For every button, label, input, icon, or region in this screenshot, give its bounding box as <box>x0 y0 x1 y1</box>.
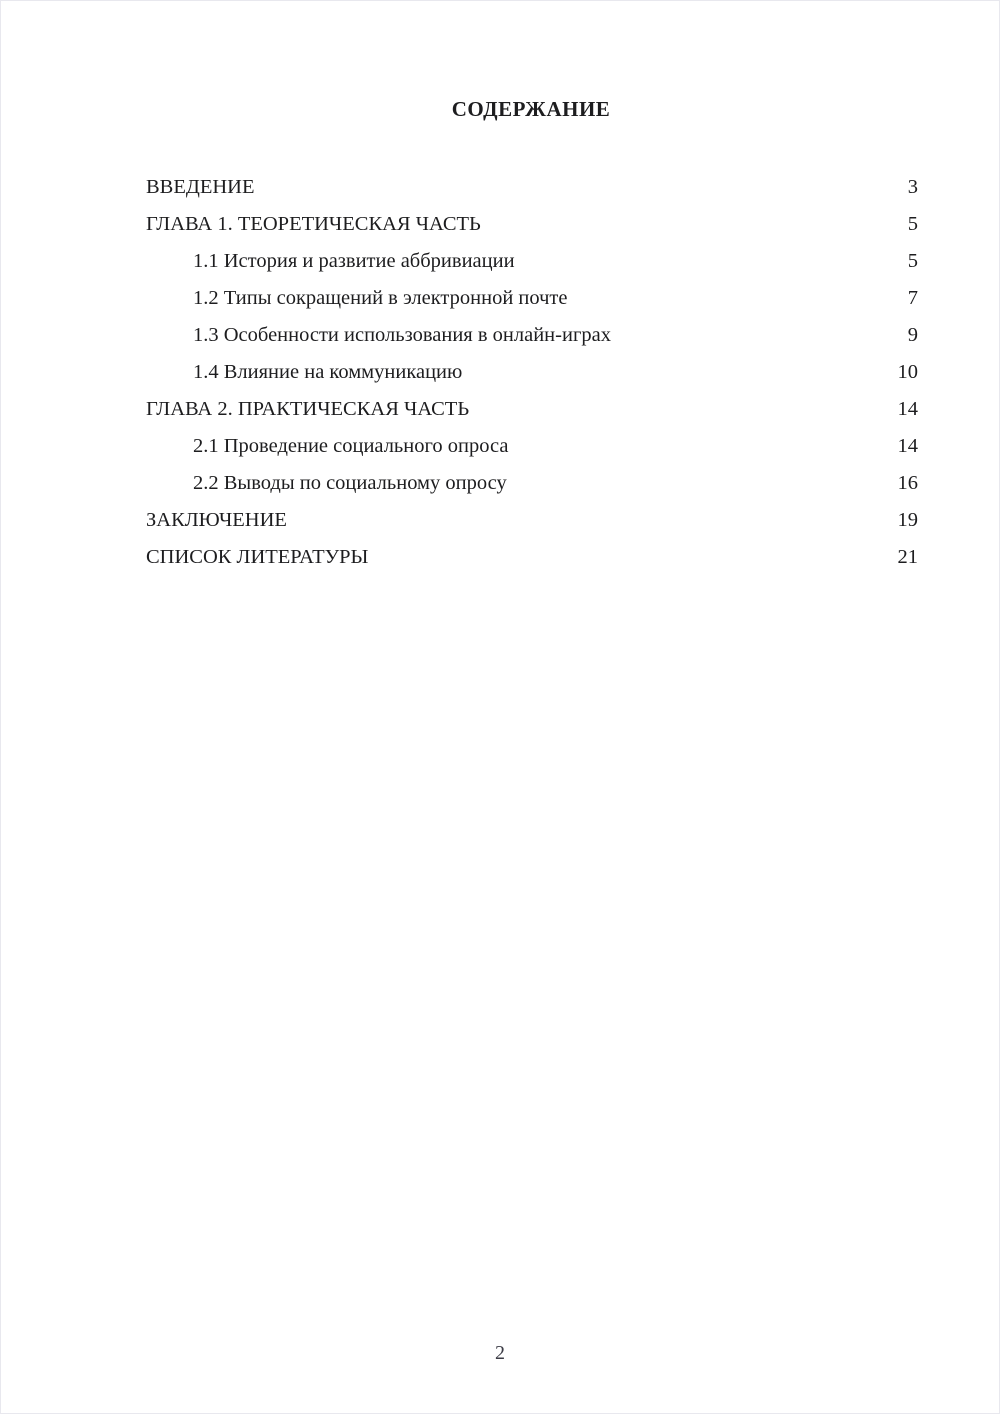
toc-entry-label: ЗАКЛЮЧЕНИЕ <box>146 509 287 531</box>
toc-entry-page: 21 <box>897 546 918 568</box>
page-number: 2 <box>495 1342 505 1364</box>
toc-entry-label: 2.1 Проведение социального опроса <box>193 435 509 457</box>
toc-entry-page: 9 <box>907 324 918 346</box>
toc-entry-page: 5 <box>907 213 918 235</box>
toc-entry-label: ВВЕДЕНИЕ <box>146 176 255 198</box>
toc-entry <box>146 206 918 243</box>
toc-entry <box>146 428 918 465</box>
page-title: СОДЕРЖАНИЕ <box>451 97 611 121</box>
toc-entry-page: 7 <box>907 287 918 309</box>
toc-entry <box>146 391 918 428</box>
toc-entry-label: 2.2 Выводы по социальному опросу <box>193 472 507 494</box>
toc-entry-page: 5 <box>907 250 918 272</box>
toc-entry-page: 10 <box>897 361 918 383</box>
toc-entry <box>146 243 918 280</box>
toc-entry-label: ГЛАВА 1. ТЕОРЕТИЧЕСКАЯ ЧАСТЬ <box>146 213 481 235</box>
table-of-contents <box>146 169 918 576</box>
toc-entry-page: 19 <box>897 509 918 531</box>
toc-entry-page: 14 <box>897 435 918 457</box>
toc-entry <box>146 280 918 317</box>
toc-entry-label: 1.4 Влияние на коммуникацию <box>193 361 463 383</box>
toc-entry-label: ГЛАВА 2. ПРАКТИЧЕСКАЯ ЧАСТЬ <box>146 398 470 420</box>
toc-entry <box>146 169 918 206</box>
toc-entry-label: СПИСОК ЛИТЕРАТУРЫ <box>146 546 369 568</box>
toc-entry <box>146 502 918 539</box>
toc-entry <box>146 539 918 576</box>
toc-entry <box>146 354 918 391</box>
toc-entry-label: 1.2 Типы сокращений в электронной почте <box>193 287 568 309</box>
toc-entry-label: 1.3 Особенности использования в онлайн-играх <box>193 324 611 346</box>
toc-entry-label: 1.1 История и развитие аббривиации <box>193 250 515 272</box>
toc-entry-page: 14 <box>897 398 918 420</box>
toc-entry <box>146 317 918 354</box>
toc-entry-page: 3 <box>907 176 918 198</box>
toc-entry-page: 16 <box>897 472 918 494</box>
toc-entry <box>146 465 918 502</box>
